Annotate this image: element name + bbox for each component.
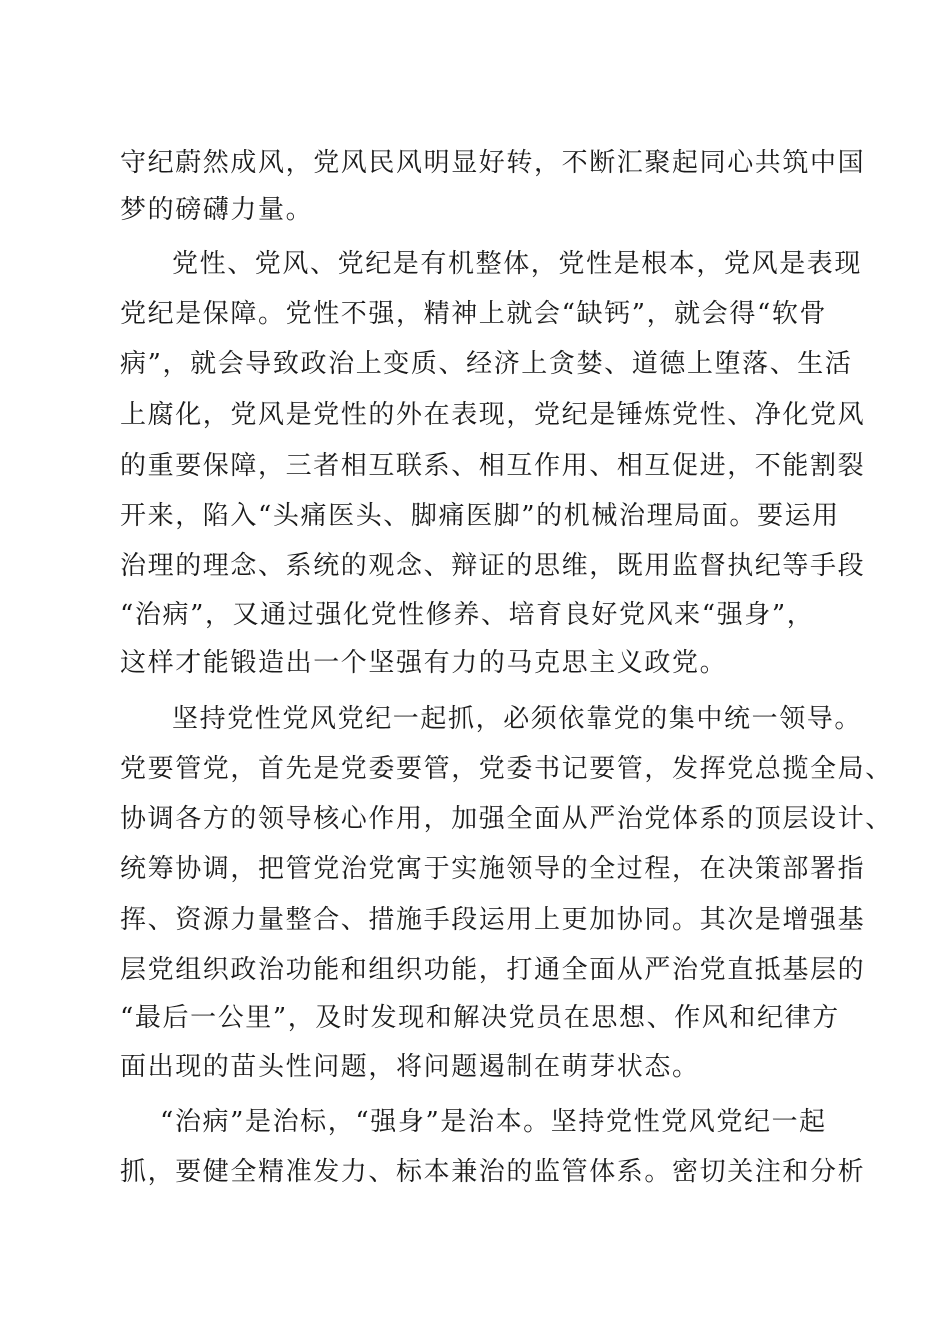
text-line: 面出现的苗头性问题，将问题遏制在萌芽状态。 [120, 1052, 700, 1082]
text-line: 抓，要健全精准发力、标本兼治的监管体系。密切关注和分析 [120, 1157, 866, 1187]
text-line: 守纪蔚然成风，党风民风明显好转，不断汇聚起同心共筑中国 [120, 148, 866, 178]
text-line: “最后一公里”，及时发现和解决党员在思想、作风和纪律方 [120, 1003, 840, 1033]
text-line: 协调各方的领导核心作用，加强全面从严治党体系的顶层设计、 [120, 804, 893, 834]
text-line: 治理的理念、系统的观念、辩证的思维，既用监督执纪等手段 [120, 551, 866, 581]
text-line: 开来，陷入“头痛医头、脚痛医脚”的机械治理局面。要运用 [120, 501, 840, 531]
text-line: 的重要保障，三者相互联系、相互作用、相互促进，不能割裂 [120, 451, 866, 481]
paragraph-first-line: 党性、党风、党纪是有机整体，党性是根本，党风是表现 [172, 249, 863, 279]
text-line: 党纪是保障。党性不强，精神上就会“缺钙”，就会得“软骨 [120, 299, 828, 329]
text-line: 这样才能锻造出一个坚强有力的马克思主义政党。 [120, 648, 728, 678]
text-line: 统筹协调，把管党治党寓于实施领导的全过程，在决策部署指 [120, 854, 866, 884]
text-line: 党要管党，首先是党委要管，党委书记要管，发挥党总揽全局、 [120, 754, 893, 784]
text-line: 上腐化，党风是党性的外在表现，党纪是锤炼党性、净化党风 [120, 400, 866, 430]
paragraph-first-line: “治病”是治标，“强身”是治本。坚持党性党风党纪一起 [160, 1107, 827, 1137]
text-line: “治病”，又通过强化党性修养、培育良好党风来“强身”， [120, 600, 815, 630]
paragraph-first-line: 坚持党性党风党纪一起抓，必须依靠党的集中统一领导。 [172, 704, 863, 734]
text-line: 层党组织政治功能和组织功能，打通全面从严治党直抵基层的 [120, 955, 866, 985]
text-line: 挥、资源力量整合、措施手段运用上更加协同。其次是增强基 [120, 905, 866, 935]
text-line: 梦的磅礴力量。 [120, 195, 314, 225]
text-line: 病”，就会导致政治上变质、经济上贪婪、道德上堕落、生活 [120, 349, 853, 379]
